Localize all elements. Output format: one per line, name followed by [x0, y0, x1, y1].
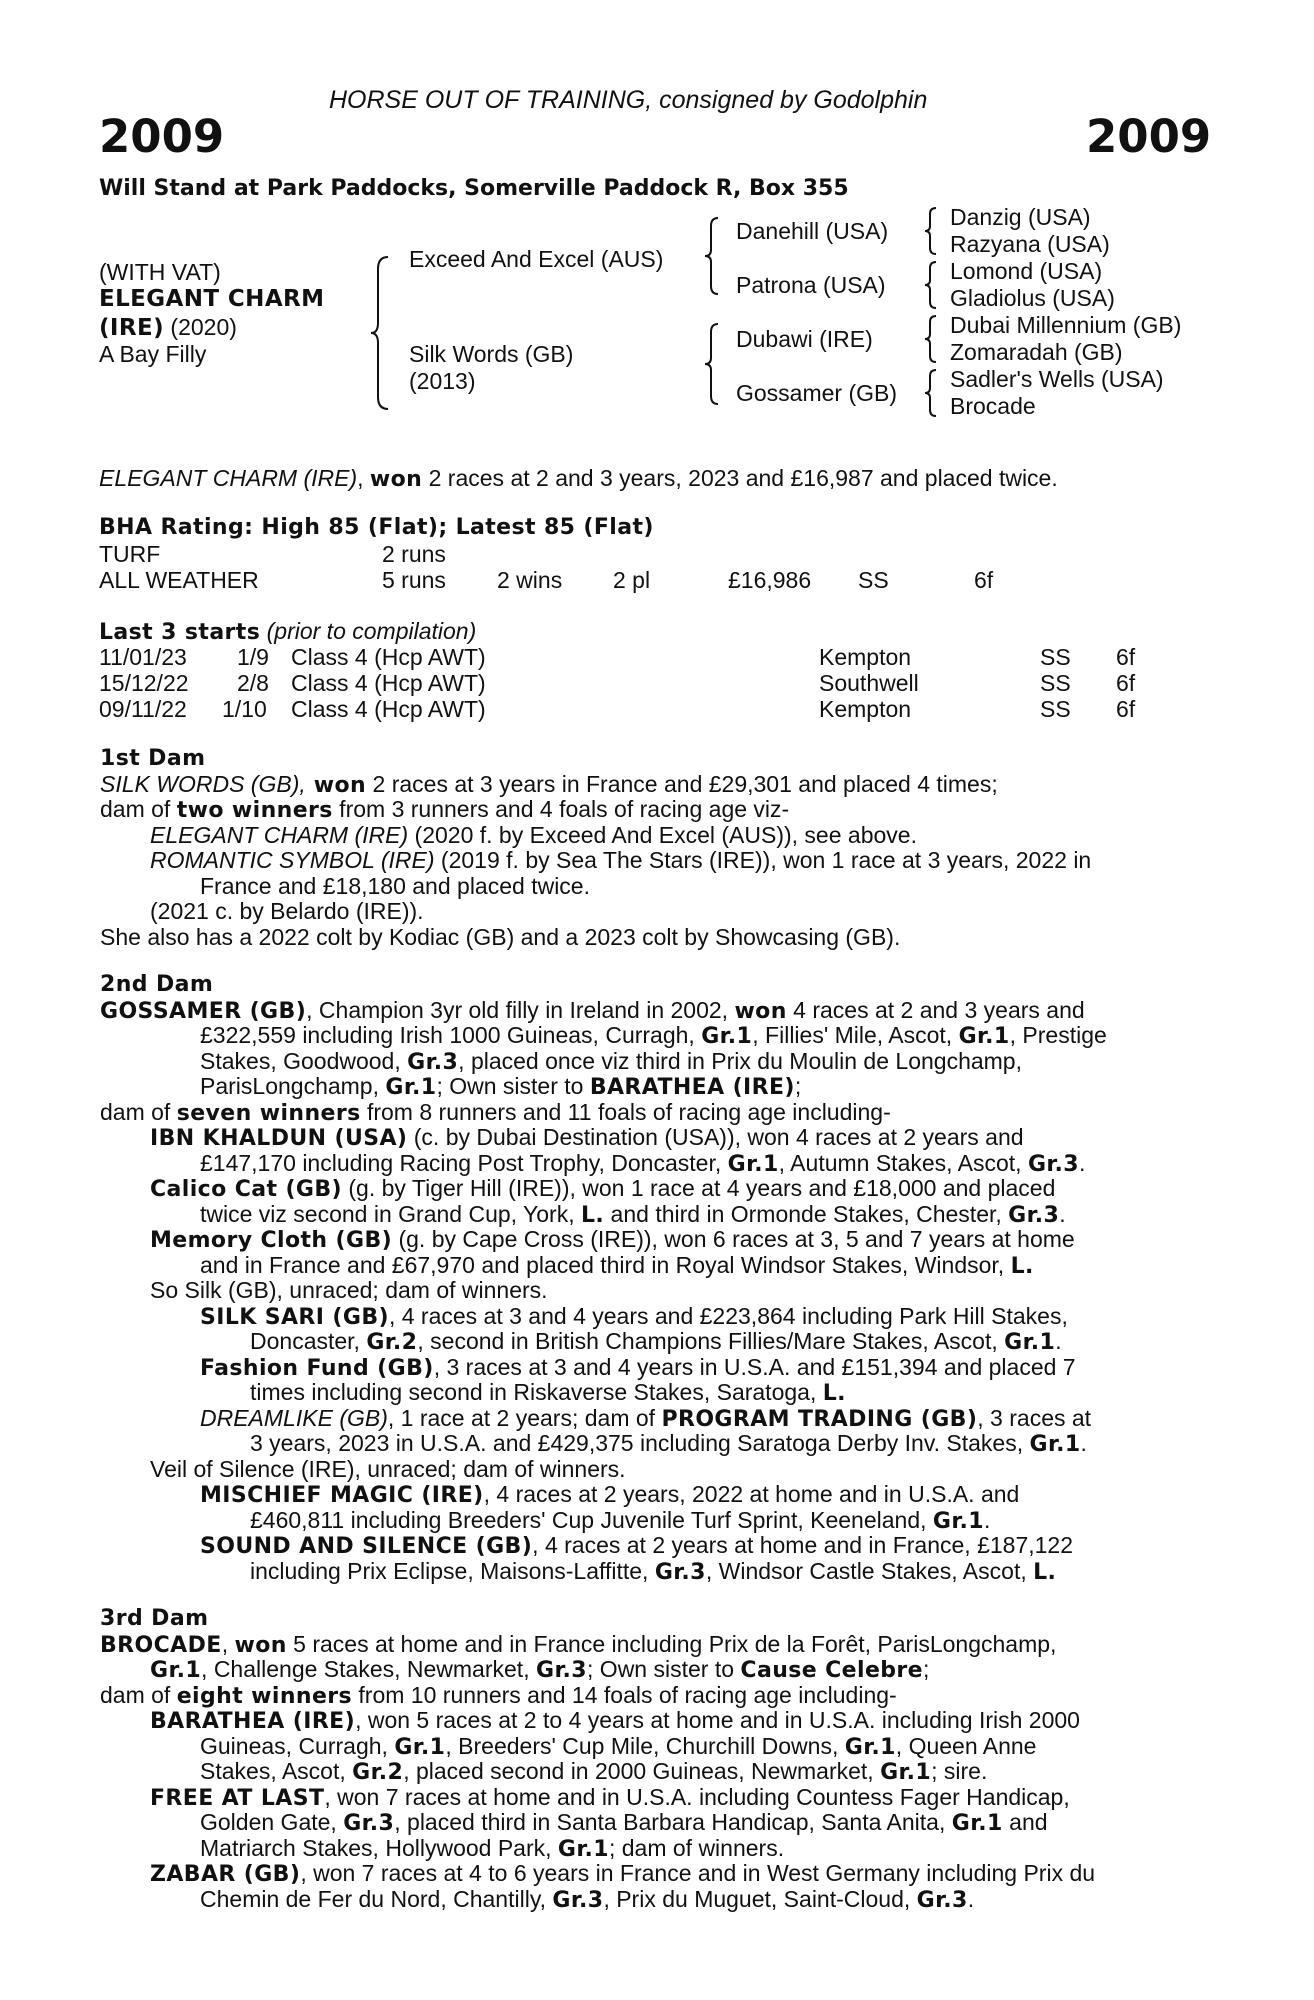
- pedigree-brace-ds: [923, 314, 939, 364]
- first-dam-line: dam of two winners from 3 runners and 4 foals of racing age viz-: [100, 796, 790, 823]
- summary-name: ELEGANT CHARM (IRE): [99, 465, 358, 491]
- first-dam-line: ROMANTIC SYMBOL (IRE) (2019 f. by Sea The Stars (IRE)), won 1 race at 3 years, 2022 in: [150, 847, 1092, 873]
- horse-country: (IRE): [99, 315, 165, 341]
- start-row-2-class: Class 4 (Hcp AWT): [291, 670, 486, 696]
- start-row-1-dist: 6f: [1116, 644, 1136, 670]
- first-dam-section: [100, 746, 1206, 950]
- pedigree-sire: Exceed And Excel (AUS): [409, 246, 664, 272]
- second-dam-line: ParisLongchamp, Gr.1; Own sister to BARATHEA (IRE);: [200, 1073, 802, 1100]
- second-dam-line: Calico Cat (GB) (g. by Tiger Hill (IRE)), won 1 race at 4 years and £18,000 and placed: [150, 1175, 1056, 1202]
- second-dam-line: So Silk (GB), unraced; dam of winners.: [150, 1277, 548, 1303]
- pedigree-dam-dam: Gossamer (GB): [736, 380, 898, 406]
- second-dam-line: GOSSAMER (GB), Champion 3yr old filly in Ireland in 2002, won 4 races at 2 and 3 years and: [100, 996, 1085, 1024]
- second-dam-heading: 2nd Dam: [100, 972, 214, 997]
- start-row-1-going: SS: [1040, 644, 1071, 670]
- third-dam-line: ZABAR (GB), won 7 races at 4 to 6 years in France and in West Germany including Prix du: [150, 1860, 1096, 1887]
- second-dam-line: SILK SARI (GB), 4 races at 3 and 4 years and £223,864 including Park Hill Stakes,: [200, 1302, 1068, 1330]
- pedigree-sire-sire: Danehill (USA): [736, 218, 889, 244]
- start-row-3-venue: Kempton: [819, 696, 912, 722]
- second-dam-line: DREAMLIKE (GB), 1 race at 2 years; dam of PROGRAM TRADING (GB), 3 races at: [200, 1404, 1092, 1432]
- summary-won: won: [369, 467, 423, 492]
- second-dam-line: Stakes, Goodwood, Gr.3, placed once viz third in Prix du Moulin de Longchamp,: [200, 1047, 1022, 1075]
- start-row-3-class: Class 4 (Hcp AWT): [291, 696, 486, 722]
- turf-runs: 2 runs: [382, 541, 446, 567]
- start-row-1-class: Class 4 (Hcp AWT): [291, 644, 486, 670]
- pedigree-dsd: Zomaradah (GB): [950, 339, 1123, 365]
- stand-location: Will Stand at Park Paddocks, Somerville Paddock R, Box 355: [99, 176, 849, 201]
- pedigree-dds: Sadler's Wells (USA): [950, 366, 1164, 392]
- third-dam-line: Chemin de Fer du Nord, Chantilly, Gr.3, Prix du Muguet, Saint-Cloud, Gr.3.: [200, 1885, 975, 1913]
- second-dam-line: Memory Cloth (GB) (g. by Cape Cross (IRE)), won 6 races at 3, 5 and 7 years at home: [150, 1226, 1075, 1253]
- third-dam-line: BROCADE, won 5 races at home and in France including Prix de la Forêt, ParisLongchamp,: [100, 1630, 1057, 1658]
- start-row-3-date: 09/11/22: [99, 696, 187, 722]
- third-dam-line: dam of eight winners from 10 runners and 14 foals of racing age including-: [100, 1681, 897, 1709]
- second-dam-section: [100, 972, 1206, 1584]
- last-starts-title: Last 3 starts: [99, 620, 261, 645]
- start-row-1-venue: Kempton: [819, 644, 912, 670]
- pedigree-sire-dam: Patrona (USA): [736, 272, 886, 298]
- third-dam-line: Guineas, Curragh, Gr.1, Breeders' Cup Mile, Churchill Downs, Gr.1, Queen Anne: [200, 1732, 1037, 1760]
- aw-placed: 2 pl: [613, 567, 651, 593]
- second-dam-line: 3 years, 2023 in U.S.A. and £429,375 including Saratoga Derby Inv. Stakes, Gr.1.: [250, 1430, 1087, 1457]
- second-dam-line: £322,559 including Irish 1000 Guineas, Curragh, Gr.1, Fillies' Mile, Ascot, Gr.1, Prestige: [200, 1022, 1107, 1049]
- pedigree-brace-main: [368, 255, 392, 411]
- aw-wins: 2 wins: [497, 567, 563, 593]
- summary-rest: 2 races at 2 and 3 years, 2023 and £16,987 and placed twice.: [422, 465, 1058, 491]
- turf-label: TURF: [99, 541, 161, 567]
- last-starts-heading: [99, 618, 476, 646]
- pedigree-dam: Silk Words (GB): [409, 341, 574, 367]
- pedigree-brace-sd: [923, 260, 939, 310]
- start-row-1-date: 11/01/23: [99, 644, 187, 670]
- aw-distance: 6f: [974, 567, 994, 593]
- pedigree-dam-year: (2013): [409, 368, 476, 394]
- race-summary: ELEGANT CHARM (IRE), won 2 races at 2 and 3 years, 2023 and £16,987 and placed twice.: [99, 465, 1058, 492]
- second-dam-line: twice viz second in Grand Cup, York, L. and third in Ormonde Stakes, Chester, Gr.3.: [200, 1200, 1066, 1228]
- third-dam-heading: 3rd Dam: [100, 1606, 209, 1631]
- vat-note: (WITH VAT): [99, 259, 221, 285]
- second-dam-line: £147,170 including Racing Post Trophy, Doncaster, Gr.1, Autumn Stakes, Ascot, Gr.3.: [200, 1149, 1086, 1177]
- lot-number-left: 2009: [99, 110, 225, 163]
- pedigree-sds: Lomond (USA): [950, 258, 1103, 284]
- pedigree-sss: Danzig (USA): [950, 204, 1091, 230]
- aw-label: ALL WEATHER: [99, 567, 259, 593]
- last-starts-note: (prior to compilation): [260, 618, 477, 644]
- second-dam-line: MISCHIEF MAGIC (IRE), 4 races at 2 years, 2022 at home and in U.S.A. and: [200, 1481, 1020, 1508]
- second-dam-line: dam of seven winners from 8 runners and 11 foals of racing age including-: [100, 1098, 891, 1126]
- pedigree-sdd: Gladiolus (USA): [950, 285, 1115, 311]
- third-dam-line: FREE AT LAST, won 7 races at home and in U.S.A. including Countess Fager Handicap,: [150, 1783, 1070, 1811]
- pedigree-brace-dam: [703, 322, 721, 406]
- start-row-2-dist: 6f: [1116, 670, 1136, 696]
- second-dam-line: £460,811 including Breeders' Cup Juvenile Turf Sprint, Keeneland, Gr.1.: [250, 1506, 991, 1534]
- second-dam-line: IBN KHALDUN (USA) (c. by Dubai Destination (USA)), won 4 races at 2 years and: [150, 1124, 1024, 1151]
- lot-number-right: 2009: [1086, 110, 1212, 163]
- start-row-2-venue: Southwell: [819, 670, 919, 696]
- first-dam-line: France and £18,180 and placed twice.: [200, 872, 590, 899]
- second-dam-line: and in France and £67,970 and placed third in Royal Windsor Stakes, Windsor, L.: [200, 1251, 1034, 1279]
- first-dam-line: SILK WORDS (GB), won 2 races at 3 years in France and £29,301 and placed 4 times;: [100, 770, 998, 798]
- pedigree-dam-sire: Dubawi (IRE): [736, 326, 873, 352]
- pedigree-ssd: Razyana (USA): [950, 231, 1110, 257]
- pedigree-brace-ss: [923, 206, 939, 256]
- pedigree-dss: Dubai Millennium (GB): [950, 312, 1182, 338]
- first-dam-line: (2021 c. by Belardo (IRE)).: [150, 898, 424, 924]
- third-dam-section: [100, 1606, 1206, 1912]
- second-dam-line: Doncaster, Gr.2, second in British Champions Fillies/Mare Stakes, Ascot, Gr.1.: [250, 1328, 1062, 1355]
- start-row-3-pos: 1/10: [222, 696, 267, 722]
- second-dam-line: SOUND AND SILENCE (GB), 4 races at 2 years at home and in France, £187,122: [200, 1532, 1073, 1559]
- start-row-2-pos: 2/8: [237, 670, 269, 696]
- third-dam-line: Golden Gate, Gr.3, placed third in Santa Barbara Handicap, Santa Anita, Gr.1 and: [200, 1809, 1048, 1836]
- horse-origin: [99, 314, 237, 341]
- second-dam-line: including Prix Eclipse, Maisons-Laffitte, Gr.3, Windsor Castle Stakes, Ascot, L.: [250, 1557, 1057, 1585]
- aw-prize: £16,986: [728, 567, 812, 593]
- start-row-2-date: 15/12/22: [99, 670, 189, 696]
- aw-runs: 5 runs: [382, 567, 446, 593]
- second-dam-line: times including second in Riskaverse Stakes, Saratoga, L.: [250, 1379, 846, 1406]
- start-row-3-going: SS: [1040, 696, 1071, 722]
- second-dam-line: Fashion Fund (GB), 3 races at 3 and 4 years in U.S.A. and £151,394 and placed 7: [200, 1353, 1076, 1381]
- third-dam-line: Matriarch Stakes, Hollywood Park, Gr.1; dam of winners.: [200, 1834, 785, 1862]
- consignor-line: HORSE OUT OF TRAINING, consigned by Godolphin: [329, 86, 928, 114]
- horse-year: (2020): [164, 314, 237, 340]
- first-dam-line: ELEGANT CHARM (IRE) (2020 f. by Exceed And Excel (AUS)), see above.: [150, 821, 917, 848]
- start-row-2-going: SS: [1040, 670, 1071, 696]
- aw-course: SS: [858, 567, 889, 593]
- start-row-1-pos: 1/9: [237, 644, 269, 670]
- pedigree-ddd: Brocade: [950, 393, 1036, 419]
- pedigree-brace-dd: [923, 368, 939, 418]
- start-row-3-dist: 6f: [1116, 696, 1136, 722]
- first-dam-heading: 1st Dam: [100, 746, 206, 771]
- third-dam-line: BARATHEA (IRE), won 5 races at 2 to 4 years at home and in U.S.A. including Irish 2000: [150, 1707, 1080, 1734]
- third-dam-line: Gr.1, Challenge Stakes, Newmarket, Gr.3; Own sister to Cause Celebre;: [150, 1656, 930, 1683]
- second-dam-line: Veil of Silence (IRE), unraced; dam of winners.: [150, 1455, 626, 1482]
- first-dam-line: She also has a 2022 colt by Kodiac (GB) and a 2023 colt by Showcasing (GB).: [100, 923, 901, 950]
- pedigree-brace-sire: [703, 216, 721, 296]
- horse-description: A Bay Filly: [99, 341, 207, 367]
- bha-rating: BHA Rating: High 85 (Flat); Latest 85 (Flat): [99, 515, 654, 540]
- horse-name: ELEGANT CHARM: [99, 286, 325, 312]
- third-dam-line: Stakes, Ascot, Gr.2, placed second in 2000 Guineas, Newmarket, Gr.1; sire.: [200, 1758, 988, 1785]
